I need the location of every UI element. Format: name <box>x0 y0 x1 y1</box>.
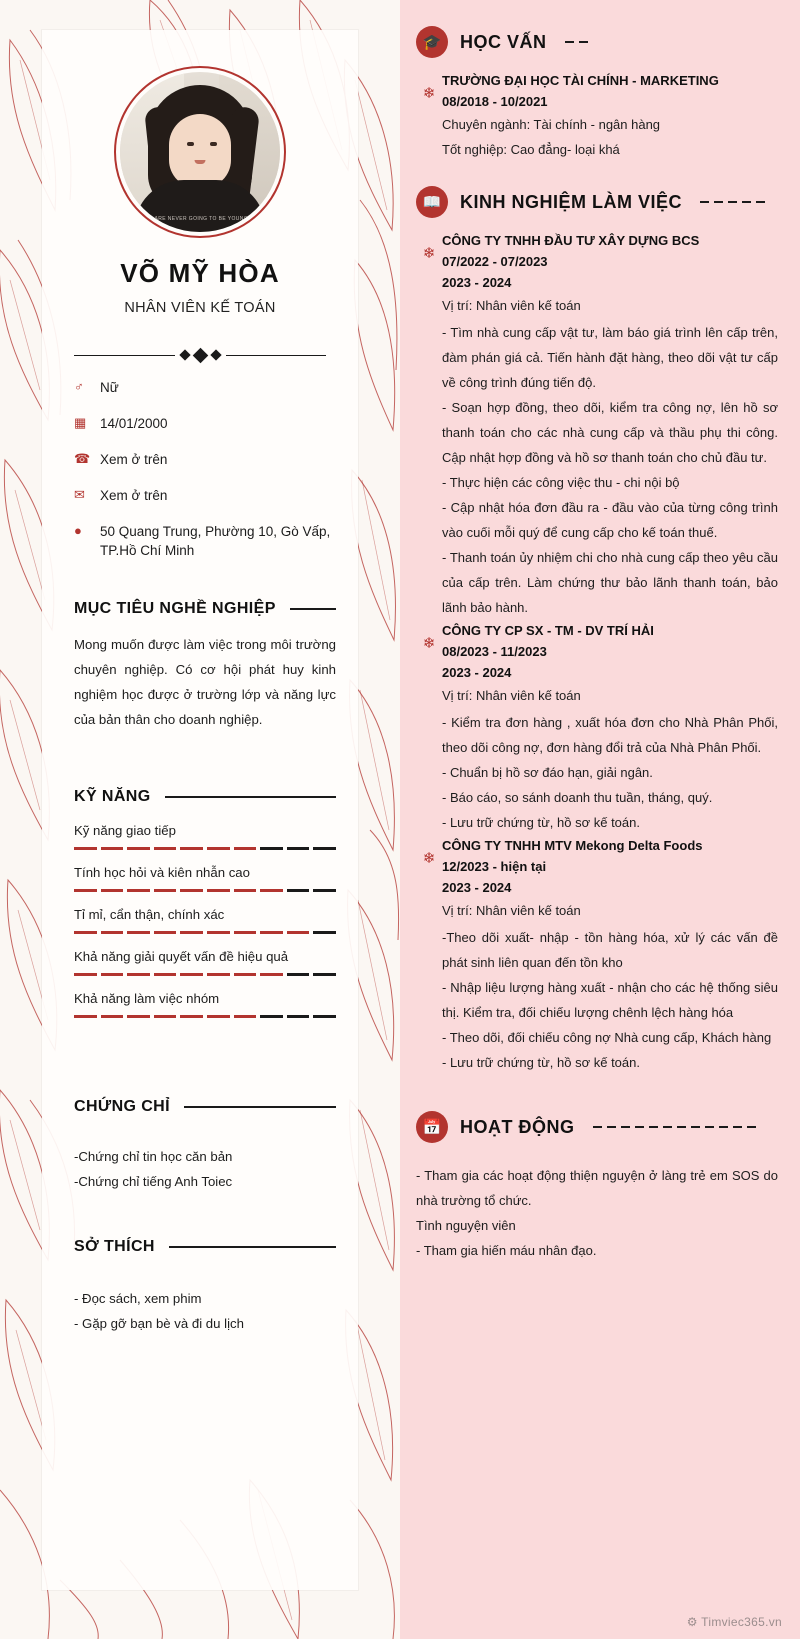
skill-level-bar <box>74 973 336 976</box>
phone-icon: ☎ <box>74 451 91 466</box>
header-rule <box>169 1246 336 1248</box>
education-header <box>416 26 778 58</box>
header-dashes <box>694 201 778 203</box>
certificates-title: CHỨNG CHỈ <box>74 1098 170 1115</box>
experience-bullet: - Cập nhật hóa đơn đầu ra - đầu vào của từng công trình vào cuối mỗi quý để cung cấp cho kế toán thuế. <box>442 500 778 540</box>
experience-role: Vị trí: Nhân viên kế toán <box>442 903 581 918</box>
location-icon: ● <box>74 523 82 538</box>
diamond-icon <box>210 349 221 360</box>
skill-level-bar <box>74 931 336 934</box>
experience-org: CÔNG TY TNHH MTV Mekong Delta Foods <box>442 838 703 853</box>
gender-icon: ♂ <box>74 379 84 394</box>
contact-item-phone <box>74 450 336 469</box>
contact-item-birthdate <box>74 414 336 433</box>
experience-years: 2023 - 2024 <box>442 880 512 895</box>
hobbies-header <box>74 1238 336 1256</box>
certificates-header <box>74 1098 336 1116</box>
certificates-section <box>74 1098 336 1194</box>
skill-label: Tỉ mỉ, cẩn thận, chính xác <box>74 907 225 922</box>
skill-item <box>74 904 336 934</box>
header-dashes <box>559 41 778 43</box>
education-entry <box>416 70 778 162</box>
activity-line: - Tham gia các hoạt động thiện nguyện ở làng trẻ em SOS do nhà trường tổ chức. <box>416 1168 778 1208</box>
education-title: HỌC VẤN <box>460 31 547 52</box>
asterisk-icon: ❄ <box>422 635 436 652</box>
skills-title: KỸ NĂNG <box>74 788 151 805</box>
skill-label: Khả năng giải quyết vấn đề hiệu quả <box>74 949 289 964</box>
skill-item <box>74 862 336 892</box>
skill-label: Tính học hỏi và kiên nhẫn cao <box>74 865 250 880</box>
experience-bullet: -Theo dõi xuất- nhập - tồn hàng hóa, xử lý các vấn đề phát sinh liên quan đến tồn kho <box>442 930 778 970</box>
hobbies-section <box>74 1238 336 1336</box>
header-rule <box>165 796 336 798</box>
watermark <box>687 1615 782 1629</box>
avatar <box>114 66 286 238</box>
skill-label: Kỹ năng giao tiếp <box>74 823 176 838</box>
contact-value: Xem ở trên <box>100 488 168 503</box>
skill-label: Khả năng làm việc nhóm <box>74 991 220 1006</box>
mail-icon: ✉ <box>74 487 85 502</box>
experience-org: CÔNG TY CP SX - TM - DV TRÍ HẢI <box>442 623 654 638</box>
header-rule <box>290 608 336 610</box>
hobbies-title: SỞ THÍCH <box>74 1238 155 1255</box>
activities-header <box>416 1111 778 1143</box>
candidate-name: VÕ MỸ HÒA <box>120 258 280 288</box>
diamond-icon <box>179 349 190 360</box>
experience-bullet: - Thanh toán ủy nhiệm chi cho nhà cung cấp theo yêu cầu của cấp trên. Làm chứng thư bảo lãnh thanh toán, bảo lãnh bảo hành. <box>442 550 778 615</box>
experience-bullet: - Kiểm tra đơn hàng , xuất hóa đơn cho Nhà Phân Phối, theo dõi công nợ, đơn hàng đổi trả của Nhà Phân Phối. <box>442 715 778 755</box>
education-date: 08/2018 - 10/2021 <box>442 94 548 109</box>
contact-item-gender <box>74 378 336 397</box>
contact-item-email <box>74 486 336 505</box>
asterisk-icon: ❄ <box>422 85 436 102</box>
experience-bullet: - Chuẩn bị hồ sơ đáo hạn, giải ngân. <box>442 765 653 780</box>
experience-org: CÔNG TY TNHH ĐẦU TƯ XÂY DỰNG BCS <box>442 233 700 248</box>
objective-header <box>74 600 336 618</box>
objective-section <box>74 600 336 732</box>
certificate-item: -Chứng chỉ tiếng Anh Toiec <box>74 1174 233 1189</box>
experience-bullet: - Tìm nhà cung cấp vật tư, làm báo giá trình lên cấp trên, đàm phán giá cả. Tiến hành đặt hàng, theo dõi vật tư cấp về công trình đúng tiến độ. <box>442 325 778 390</box>
experience-bullet: - Soạn hợp đồng, theo dõi, kiểm tra công nợ, lên hồ sơ thanh toán cho các nhà cung cấp và thầu phụ thi công. Cập nhật hợp đồng và hồ sơ thanh toán cho chủ đầu tư. <box>442 400 778 465</box>
experience-bullet: - Thực hiện các công việc thu - chi nội bộ <box>442 475 680 490</box>
skill-item <box>74 946 336 976</box>
activity-line: - Tham gia hiến máu nhân đạo. <box>416 1243 597 1258</box>
objective-text: Mong muốn được làm việc trong môi trường chuyên nghiệp. Có cơ hội phát huy kinh nghiệm học được ở trường lớp và năng lực của bản thân cho doanh nghiệp. <box>74 637 336 727</box>
diamond-divider <box>74 348 326 362</box>
experience-entry <box>416 835 778 923</box>
right-column <box>400 0 800 1639</box>
experience-date: 08/2023 - 11/2023 <box>442 644 547 659</box>
asterisk-icon: ❄ <box>422 850 436 867</box>
experience-title: KINH NGHIỆM LÀM VIỆC <box>460 191 683 212</box>
skill-level-bar <box>74 889 336 892</box>
calendar-activity-icon: 📅 <box>416 1111 448 1143</box>
contact-list <box>74 378 336 577</box>
objective-title: MỤC TIÊU NGHỀ NGHIỆP <box>74 600 276 617</box>
experience-date: 07/2022 - 07/2023 <box>442 254 548 269</box>
hobby-item: - Đọc sách, xem phim <box>74 1291 202 1306</box>
experience-role: Vị trí: Nhân viên kế toán <box>442 688 581 703</box>
contact-value: 14/01/2000 <box>100 416 168 431</box>
watermark-icon: ⚙ <box>686 1615 698 1629</box>
education-org: TRƯỜNG ĐẠI HỌC TÀI CHÍNH - MARKETING <box>442 73 719 88</box>
activities-title: HOẠT ĐỘNG <box>460 1116 575 1137</box>
skills-section <box>74 788 336 1030</box>
hobby-item: - Gặp gỡ bạn bè và đi du lịch <box>74 1316 244 1331</box>
experience-bullet: - Nhập liệu lượng hàng xuất - nhận cho các hệ thống siêu thị. Kiểm tra, đối chiếu lượng chênh lệch hàng hóa <box>442 980 778 1020</box>
experience-role: Vị trí: Nhân viên kế toán <box>442 298 581 313</box>
avatar-photo <box>120 72 280 232</box>
shirt-text: WE ARE NEVER GOING TO BE YOUNGER <box>144 216 256 222</box>
activity-line: Tình nguyện viên <box>416 1218 516 1233</box>
book-icon: 📖 <box>416 186 448 218</box>
header-rule <box>184 1106 336 1108</box>
watermark-text: Timviec365.vn <box>701 1615 782 1629</box>
experience-bullet: - Lưu trữ chứng từ, hồ sơ kế toán. <box>442 815 640 830</box>
skills-header <box>74 788 336 806</box>
skill-item <box>74 820 336 850</box>
skill-level-bar <box>74 847 336 850</box>
education-major: Chuyên ngành: Tài chính - ngân hàng <box>442 117 661 132</box>
asterisk-icon: ❄ <box>422 245 436 262</box>
experience-entry <box>416 620 778 708</box>
diamond-icon <box>192 347 208 363</box>
graduation-cap-icon: 🎓 <box>416 26 448 58</box>
experience-bullet: - Báo cáo, so sánh doanh thu tuần, tháng, quý. <box>442 790 713 805</box>
header-dashes <box>587 1126 779 1128</box>
contact-value: Xem ở trên <box>100 452 168 467</box>
experience-entry <box>416 230 778 318</box>
experience-years: 2023 - 2024 <box>442 665 512 680</box>
contact-item-address <box>74 522 336 560</box>
left-content-card <box>42 30 358 1590</box>
contact-value: 50 Quang Trung, Phường 10, Gò Vấp, TP.Hồ Chí Minh <box>100 524 331 558</box>
experience-years: 2023 - 2024 <box>442 275 512 290</box>
contact-value: Nữ <box>100 380 119 395</box>
certificate-item: -Chứng chỉ tin học căn bản <box>74 1149 233 1164</box>
experience-bullet: - Theo dõi, đối chiếu công nợ Nhà cung cấp, Khách hàng <box>442 1030 772 1045</box>
experience-header <box>416 186 778 218</box>
experience-bullet: - Lưu trữ chứng từ, hồ sơ kế toán. <box>442 1055 640 1070</box>
skill-level-bar <box>74 1015 336 1018</box>
calendar-icon: ▦ <box>74 415 87 430</box>
experience-date: 12/2023 - hiện tại <box>442 859 547 874</box>
candidate-job-title: NHÂN VIÊN KẾ TOÁN <box>124 300 276 316</box>
skill-item <box>74 988 336 1018</box>
education-degree: Tốt nghiệp: Cao đẳng- loại khá <box>442 142 620 157</box>
